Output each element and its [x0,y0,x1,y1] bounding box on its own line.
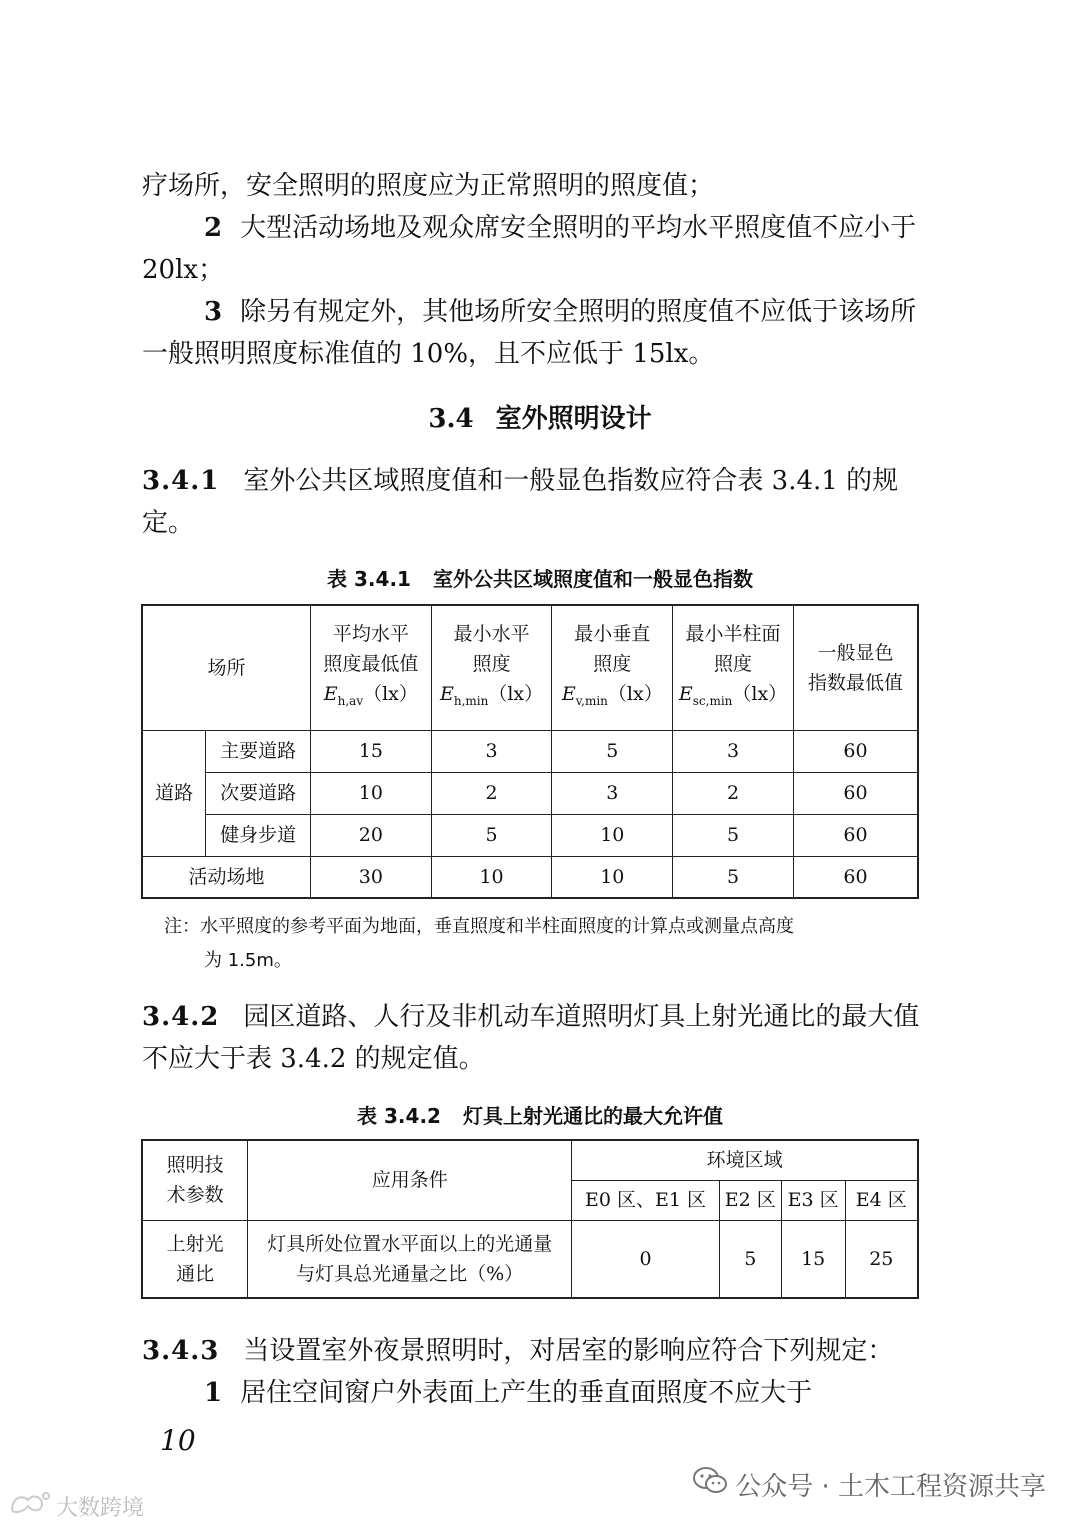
cell: 60 [793,730,918,772]
cell: 5 [673,856,794,898]
cell: 5 [673,814,794,856]
paragraph-item-1: 1 居住空间窗户外表面上产生的垂直面照度不应大于 [204,1378,813,1408]
table-row [142,856,918,898]
row-name: 次要道路 [206,772,311,814]
clause-number: 3.4.1 [142,466,220,496]
cell: 10 [431,856,552,898]
cell: 10 [552,856,673,898]
cell: 15 [781,1220,845,1298]
cell: 3 [673,730,794,772]
cell: 20 [310,814,431,856]
watermark-left: 大数跨境 [8,1490,144,1522]
table2-header-row [142,1140,918,1180]
item-number: 1 [204,1378,223,1408]
table-row [142,814,918,856]
paragraph-item-3: 3 除另有规定外，其他场所安全照明的照度值不应低于该场所一般照明照度标准值的 10%，且不应低于 15lx。 [142,297,917,369]
watermark-wechat: 公众号 · 土木工程资源共享 [693,1466,1046,1503]
row-condition: 灯具所处位置水平面以上的光通量 与灯具总光通量之比（%） [248,1220,572,1298]
cell: 0 [572,1220,720,1298]
table-row [142,1220,918,1298]
row-name: 主要道路 [206,730,311,772]
zone-e4: E4 区 [845,1180,918,1220]
cell: 15 [310,730,431,772]
clause-3-4-1: 3.4.1 室外公共区域照度值和一般显色指数应符合表 3.4.1 的规定。 [142,466,899,538]
cell: 10 [310,772,431,814]
paragraph-1: 疗场所，安全照明的照度应为正常照明的照度值； [142,171,715,201]
zone-e2: E2 区 [719,1180,781,1220]
cell: 5 [552,730,673,772]
cell: 3 [552,772,673,814]
header-min-semicylindrical: 最小半柱面 照度 $E_{sc,min}(lx)$ [673,605,794,730]
cell: 25 [845,1220,918,1298]
cell: 5 [431,814,552,856]
header-cri: 一般显色 指数最低值 [793,605,918,730]
header-place: 场所 [142,605,310,730]
table1-header-row [142,605,918,730]
cell: 60 [793,772,918,814]
zone-e3: E3 区 [781,1180,845,1220]
clause-number: 3.4.3 [142,1336,220,1366]
row-name: 活动场地 [142,856,310,898]
logo-icon [8,1490,52,1522]
table2 [141,1139,919,1299]
item-number: 2 [204,213,223,243]
table1-note: 注：水平照度的参考平面为地面，垂直照度和半柱面照度的计算点或测量点高度 为 1.5m。 [164,916,794,971]
header-avg-horizontal: 平均水平 照度最低值 $E_{h,av}(lx)$ [310,605,431,730]
cell: 3 [431,730,552,772]
header-min-vertical: 最小垂直 照度 $E_{v,min}(lx)$ [552,605,673,730]
header-env-zone: 环境区域 [572,1140,918,1180]
header-param: 照明技 术参数 [142,1140,248,1220]
cell: 10 [552,814,673,856]
page-number: 10 [160,1424,196,1457]
cell: 60 [793,814,918,856]
clause-3-4-2: 3.4.2 园区道路、人行及非机动车道照明灯具上射光通比的最大值不应大于表 3.4.2 的规定值。 [142,1002,920,1074]
group-road: 道路 [142,730,206,856]
table2-title: 表 3.4.2 灯具上射光通比的最大允许值 [357,1104,723,1128]
item-number: 3 [204,297,223,327]
wechat-icon [693,1467,727,1502]
zone-e0-e1: E0 区、E1 区 [572,1180,720,1220]
table1-title: 表 3.4.1 室外公共区域照度值和一般显色指数 [327,567,753,591]
table-row [142,730,918,772]
clause-number: 3.4.2 [142,1002,220,1032]
row-param: 上射光 通比 [142,1220,248,1298]
section-title: 3.4 室外照明设计 [428,404,652,434]
header-min-horizontal: 最小水平 照度 $E_{h,min}(lx)$ [431,605,552,730]
row-name: 健身步道 [206,814,311,856]
table-row [142,772,918,814]
clause-3-4-3: 3.4.3 当设置室外夜景照明时，对居室的影响应符合下列规定： [142,1336,894,1366]
cell: 30 [310,856,431,898]
cell: 2 [673,772,794,814]
cell: 2 [431,772,552,814]
header-condition: 应用条件 [248,1140,572,1220]
table1 [141,604,919,899]
cell: 5 [719,1220,781,1298]
paragraph-item-2: 2 大型活动场地及观众席安全照明的平均水平照度值不应小于 20lx； [142,213,917,285]
cell: 60 [793,856,918,898]
